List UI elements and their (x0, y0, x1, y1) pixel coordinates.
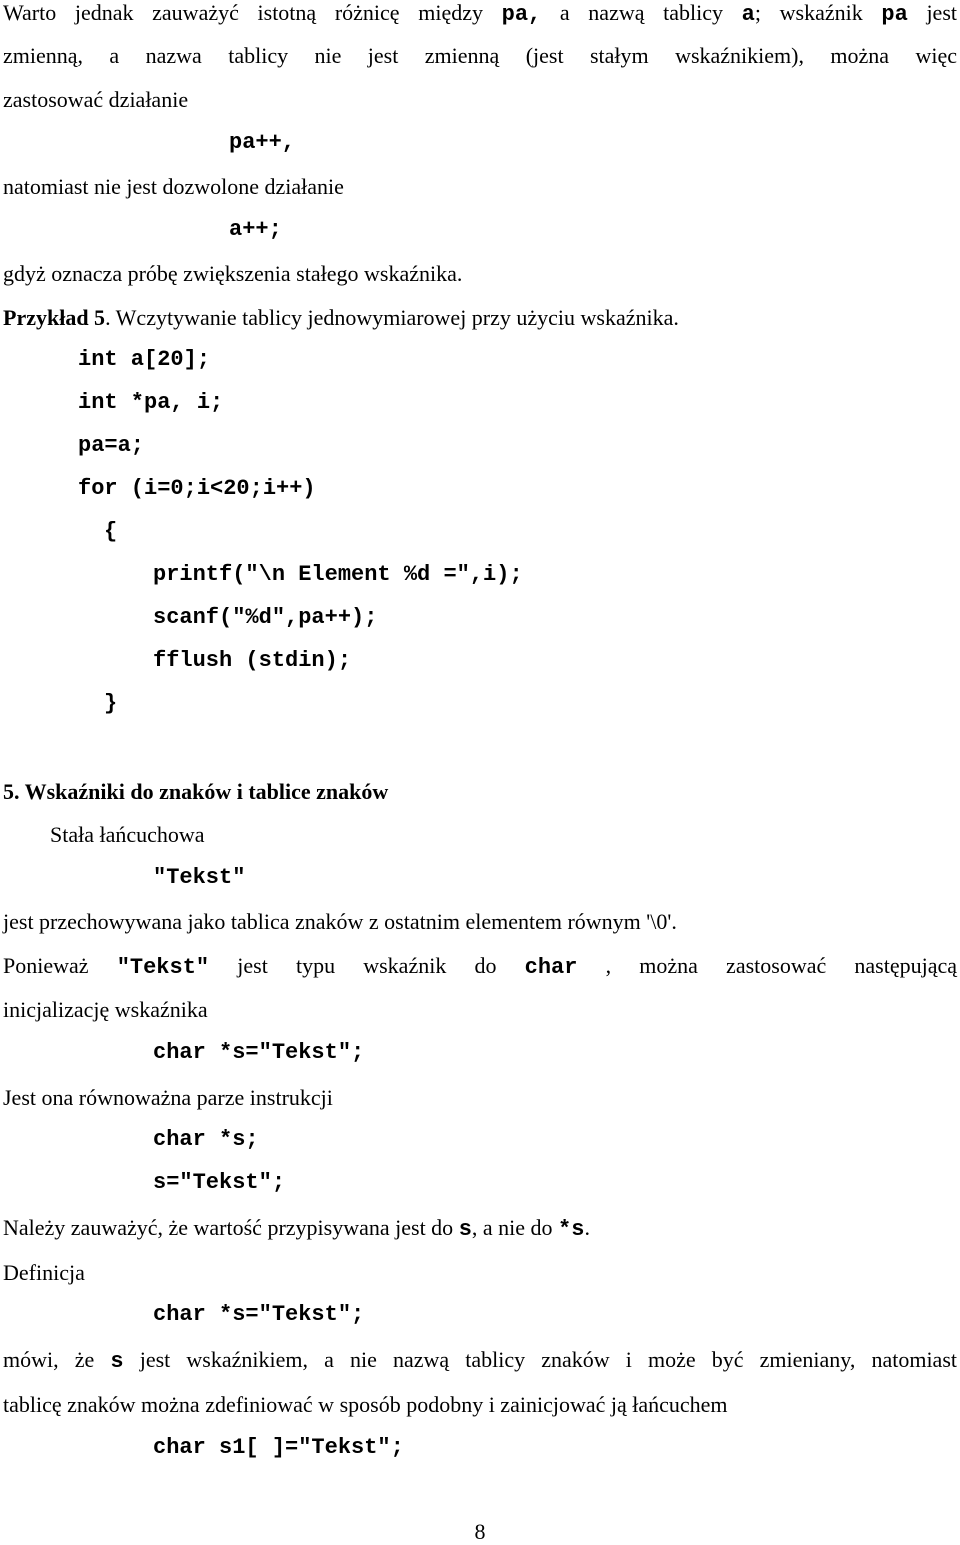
inline-code-a: a (741, 2, 755, 27)
code-line-close-brace: } (104, 691, 118, 716)
text: ; wskaźnik (754, 0, 882, 25)
text: a nazwą tablicy (541, 0, 742, 25)
text: jest wskaźnikiem, a nie nazwą tablicy znaków i może być zmieniany, natomiast (123, 1347, 957, 1372)
code-tekst: "Tekst" (153, 865, 246, 890)
text: , można zastosować następującą (577, 953, 957, 978)
paragraph-2-line-2: inicjalizację wskaźnika (3, 997, 208, 1022)
code-line: int a[20]; (78, 347, 211, 372)
intro-line-1 (3, 0, 957, 28)
page-number: 8 (474, 1519, 486, 1544)
paragraph-5: Definicja (3, 1260, 85, 1285)
code-line: for (i=0;i<20;i++) (78, 476, 316, 501)
text: Ponieważ (3, 953, 117, 978)
code-pa-increment: pa++, (229, 130, 296, 155)
text: , a nie do (471, 1215, 559, 1240)
code-init: char *s="Tekst"; (153, 1040, 365, 1065)
code-a-increment: a++; (229, 217, 282, 242)
intro-line-5: gdyż oznacza próbę zwiększenia stałego wskaźnika. (3, 261, 463, 286)
code-definition: char *s="Tekst"; (153, 1302, 365, 1327)
code-line: scanf("%d",pa++); (153, 605, 378, 630)
text: mówi, że (3, 1347, 111, 1372)
paragraph-3: Jest ona równoważna parze instrukcji (3, 1085, 333, 1110)
inline-code-pa: pa, (501, 2, 542, 27)
inline-code-s: s (110, 1349, 124, 1374)
code-line: pa=a; (78, 433, 145, 458)
code-pair-2: s="Tekst"; (153, 1170, 286, 1195)
inline-code-char: char (524, 955, 578, 980)
text: Warto jednak zauważyć istotną różnicę między (3, 0, 502, 25)
intro-line-4: natomiast nie jest dozwolone działanie (3, 174, 344, 199)
code-line: int *pa, i; (78, 390, 224, 415)
code-pair-1: char *s; (153, 1127, 259, 1152)
intro-line-2: zmienną, a nazwa tablicy nie jest zmienną (jest stałym wskaźnikiem), można więc (3, 43, 957, 68)
inline-code-pa-2: pa (881, 2, 908, 27)
paragraph-4 (3, 1215, 590, 1243)
paragraph-1: jest przechowywana jako tablica znaków z ostatnim elementem równym '\0'. (3, 909, 677, 934)
inline-code-star-s: *s (558, 1217, 585, 1242)
example-label: Przykład 5 (3, 305, 106, 330)
section-heading: 5. Wskaźniki do znaków i tablice znaków (3, 779, 389, 804)
example-title (3, 305, 679, 331)
section-subheading: Stała łańcuchowa (50, 822, 205, 847)
example-description: . Wczytywanie tablicy jednowymiarowej przy użyciu wskaźnika. (105, 305, 679, 330)
inline-code-s: s (458, 1217, 472, 1242)
text: jest typu wskaźnik do (209, 953, 525, 978)
inline-code-tekst: "Tekst" (116, 955, 210, 980)
text: Należy zauważyć, że wartość przypisywana jest do (3, 1215, 459, 1240)
text: . (584, 1215, 590, 1240)
text: jest (907, 0, 958, 25)
code-line-open-brace: { (104, 519, 118, 544)
intro-line-3: zastosować działanie (3, 87, 189, 112)
code-line: fflush (stdin); (153, 648, 352, 673)
code-array: char s1[ ]="Tekst"; (153, 1435, 404, 1460)
paragraph-6 (3, 1347, 957, 1375)
paragraph-2-line-1 (3, 953, 957, 981)
code-line: printf("\n Element %d =",i); (153, 562, 523, 587)
paragraph-7: tablicę znaków można zdefiniować w sposób podobny i zainicjować ją łańcuchem (3, 1392, 728, 1417)
